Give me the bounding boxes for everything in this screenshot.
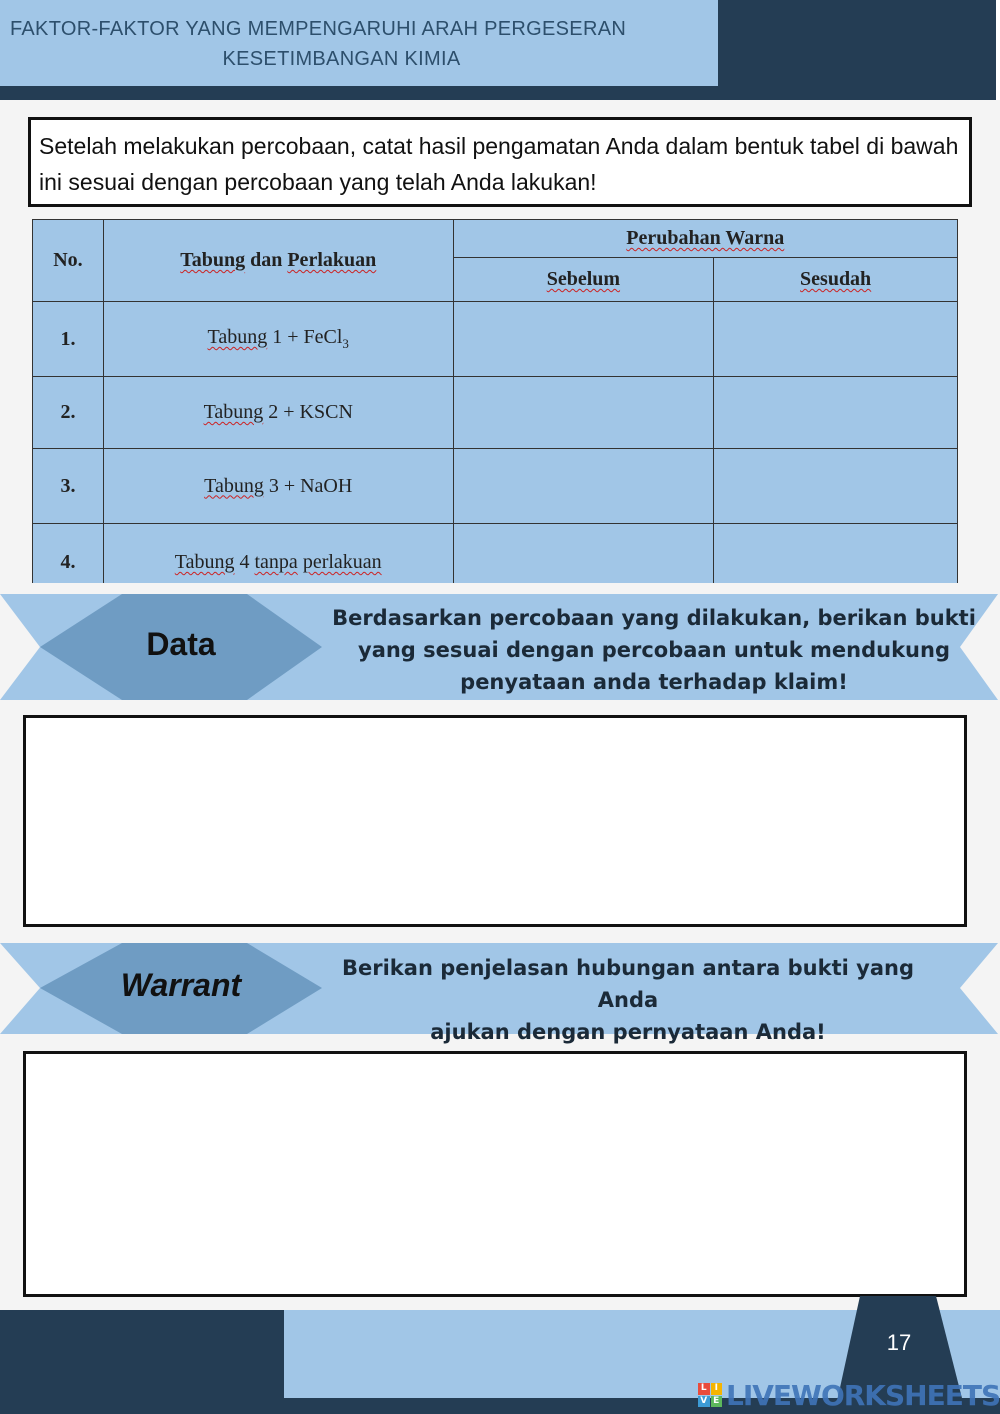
row-number: 1. — [33, 302, 104, 377]
header-perubahan-warna: Perubahan Warna — [453, 220, 957, 258]
liveworksheets-watermark — [698, 1380, 1000, 1410]
table-row — [33, 449, 958, 524]
liveworksheets-logo-icon: L I V E — [698, 1383, 722, 1407]
data-banner — [0, 594, 1000, 700]
instruction-box: Setelah melakukan percobaan, catat hasil pengamatan Anda dalam bentuk tabel di bawah ini sesuai dengan percobaan yang telah Anda lakukan! — [28, 117, 972, 207]
header-no: No. — [33, 220, 104, 302]
data-answer-box[interactable] — [23, 715, 967, 927]
warrant-prompt: Berikan penjelasan hubungan antara bukti yang Anda ajukan dengan pernyataan Anda! — [342, 956, 914, 1044]
row-tabung: Tabung 4 tanpa perlakuan — [103, 524, 453, 584]
row-number: 3. — [33, 449, 104, 524]
watermark-text: LIVEWORKSHEETS — [726, 1378, 1000, 1412]
cell-sebelum-input[interactable] — [453, 449, 714, 524]
row-tabung: Tabung 3 + NaOH — [103, 449, 453, 524]
header-edge — [996, 0, 1000, 100]
page-number: 17 — [886, 1330, 912, 1355]
page-title-line1: FAKTOR-FAKTOR YANG MEMPENGARUHI ARAH PERGESERAN — [10, 18, 627, 40]
cell-sesudah-input[interactable] — [714, 302, 958, 377]
cell-sebelum-input[interactable] — [453, 302, 714, 377]
header-sesudah: Sesudah — [714, 258, 958, 302]
table-row — [33, 377, 958, 449]
table-row — [33, 302, 958, 377]
data-prompt: Berdasarkan percobaan yang dilakukan, berikan bukti yang sesuai dengan percobaan untuk mendukung penyataan anda terhadap klaim! — [332, 606, 976, 694]
header-tabung-perlakuan: Tabung dan Perlakuan — [103, 220, 453, 302]
warrant-banner — [0, 943, 1000, 1044]
cell-sebelum-input[interactable] — [453, 377, 714, 449]
page-title-line2: KESETIMBANGAN KIMIA — [222, 48, 461, 70]
cell-sesudah-input[interactable] — [714, 449, 958, 524]
cell-sesudah-input[interactable] — [714, 377, 958, 449]
cell-sesudah-input[interactable] — [714, 524, 958, 584]
warrant-label: Warrant — [120, 967, 242, 1003]
row-tabung: Tabung 1 + FeCl$_3$ — [103, 302, 453, 377]
row-tabung: Tabung 2 + KSCN — [103, 377, 453, 449]
header-sebelum: Sebelum — [453, 258, 714, 302]
row-number: 4. — [33, 524, 104, 584]
cell-sebelum-input[interactable] — [453, 524, 714, 584]
warrant-answer-box[interactable] — [23, 1051, 967, 1297]
page-title — [0, 14, 718, 74]
observation-table — [32, 219, 958, 583]
table-row — [33, 524, 958, 584]
row-number: 2. — [33, 377, 104, 449]
data-label: Data — [146, 626, 216, 662]
